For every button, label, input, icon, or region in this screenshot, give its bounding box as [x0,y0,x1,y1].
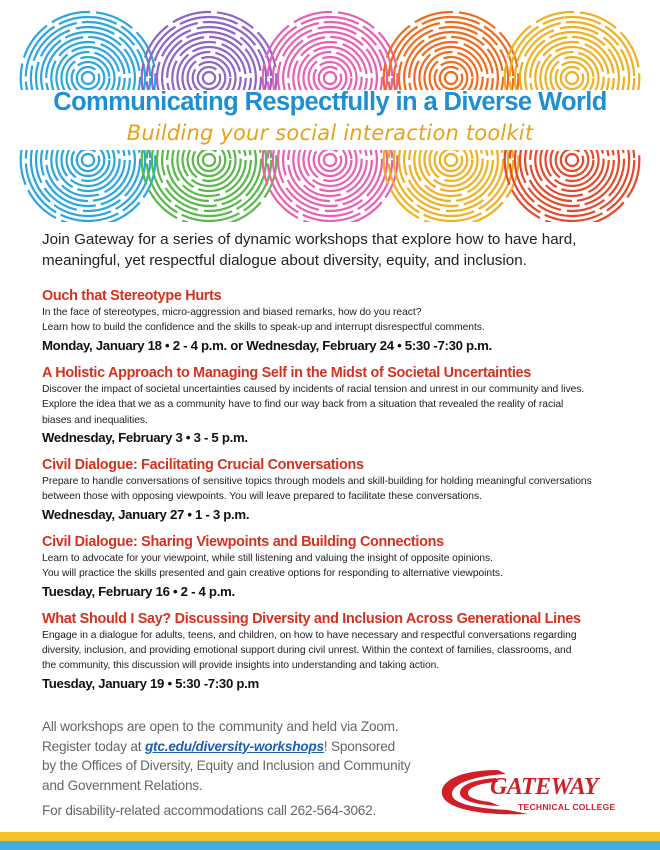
workshop-title: Civil Dialogue: Facilitating Crucial Conversations [42,457,364,474]
workshop-date: Wednesday, February 3 • 3 - 5 p.m. [42,430,248,446]
footer-info [42,717,442,795]
register-link[interactable]: gtc.edu/diversity-workshops [144,738,324,754]
footer-line: All workshops are open to the community and held via Zoom. [42,719,399,734]
description-line: diversity, inclusion, and providing emotional support during civil unrest. Within the context of families, classrooms, and [42,645,572,657]
workshop-date: Wednesday, January 27 • 1 - 3 p.m. [42,506,250,522]
description-line: Prepare to handle conversations of sensitive topics through models and skill-building for holding meaningful conversations [42,476,592,488]
workshop-description [42,628,642,674]
workshop-2 [42,364,642,448]
workshop-description [42,305,642,336]
workshop-description [42,551,642,582]
description-line: biases and inequalities. [42,414,148,426]
workshop-1 [42,287,642,356]
footer-stripe-blue [0,841,660,850]
footer-text: Register today at [42,738,145,754]
intro-line: meaningful, yet respectful dialogue about diversity, equity, and inclusion. [42,252,527,269]
footer-stripe-yellow [0,832,660,841]
footer-line: and Government Relations. [42,777,203,793]
workshop-list [42,287,642,702]
description-line: Learn how to build the confidence and the skills to speak-up and interrupt disrespectful comments. [42,322,485,334]
footer-text: ! Sponsored [323,738,395,754]
workshop-description [42,474,642,505]
footer-line [42,737,442,757]
workshop-title: A Holistic Approach to Managing Self in the Midst of Societal Uncertainties [42,364,531,381]
gateway-logo-text: GATEWAY [490,774,599,800]
workshop-title: Ouch that Stereotype Hurts [42,288,222,304]
workshop-title: What Should I Say? Discussing Diversity and Inclusion Across Generational Lines [42,610,581,627]
workshop-title: Civil Dialogue: Sharing Viewpoints and Building Connections [42,533,444,550]
description-line: Engage in a dialogue for adults, teens, and children, on how to have necessary and respectful conversations regarding [42,629,577,641]
workshop-date: Tuesday, February 16 • 2 - 4 p.m. [42,583,235,599]
description-line: In the face of stereotypes, micro-aggression and biased remarks, how do you react? [42,307,422,318]
intro-text [42,229,632,271]
description-line: the community, this discussion will provide insights into understanding and taking action. [42,660,440,672]
workshop-date: Monday, January 18 • 2 - 4 p.m. or Wednesday, February 24 • 5:30 -7:30 p.m. [42,337,492,353]
workshop-3 [42,456,642,525]
workshop-4 [42,533,642,602]
page-title: Communicating Respectfully in a Diverse World [53,88,607,116]
description-line: Explore the idea that we as a community have to find our way back from a situation that revealed the reality of racial [42,399,564,411]
description-line: Learn to advocate for your viewpoint, while still listening and valuing the insight of opposite opinions. [42,552,493,564]
footer-line: by the Offices of Diversity, Equity and Inclusion and Community [42,758,411,773]
description-line: Discover the impact of societal uncertainties caused by incidents of racial tension and unrest in our community and lives. [42,383,585,395]
accommodations-text: For disability-related accommodations call 262-564-3062. [42,803,377,818]
description-line: between those with opposing viewpoints. You will leave prepared to facilitate these conversations. [42,491,482,503]
workshop-description [42,382,642,428]
intro-line: Join Gateway for a series of dynamic workshops that explore how to have hard, [42,231,577,248]
description-line: You will practice the skills presented and gain creative options for responding to alternative viewpoints. [42,568,503,580]
workshop-5 [42,610,642,694]
gateway-logo-subtext: TECHNICAL COLLEGE [518,802,616,812]
page-subtitle: Building your social interaction toolkit [126,121,534,145]
workshop-date: Tuesday, January 19 • 5:30 -7:30 p.m [42,675,259,691]
